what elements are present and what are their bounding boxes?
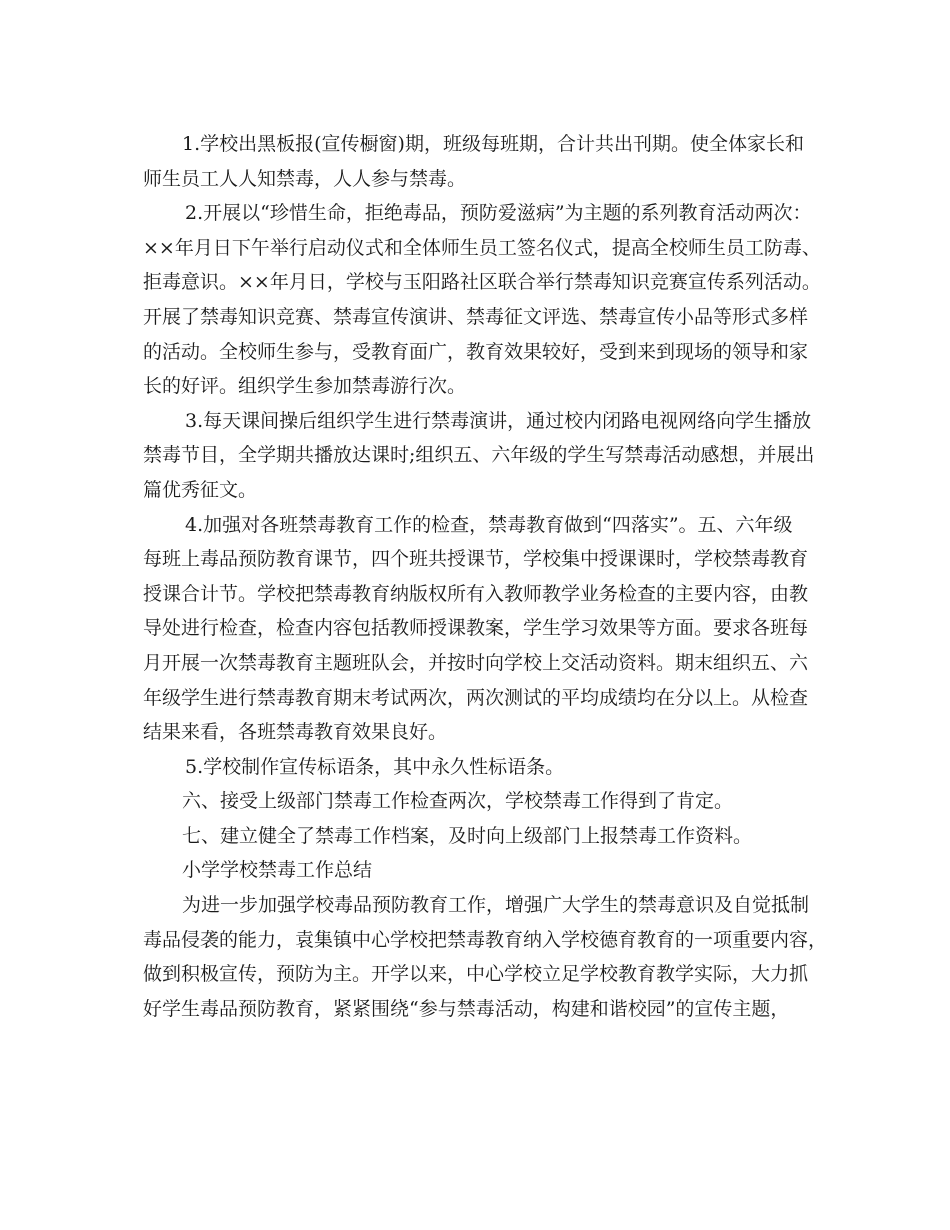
text-line: 好学生毒品预防教育，紧紧围绕“参与禁毒活动，构建和谐校园”的宣传主题， — [143, 997, 790, 1020]
text-line: 1.学校出黑板报(宣传橱窗)期，班级每班期，合计共出刊期。使全体家长和 — [182, 133, 804, 155]
text-line: 拒毒意识。××年月日，学校与玉阳路社区联合举行禁毒知识竞赛宣传系列活动。 — [143, 271, 821, 294]
text-line: 2.开展以“珍惜生命，拒绝毒品，预防爱滋病”为主题的系列教育活动两次： — [185, 202, 812, 225]
text-line: 每班上毒品预防教育课节，四个班共授课节，学校集中授课课时，学校禁毒教育 — [143, 548, 809, 571]
text-line: 师生员工人人知禁毒，人人参与禁毒。 — [143, 167, 467, 190]
text-line: 为进一步加强学校毒品预防教育工作，增强广大学生的禁毒意识及自觉抵制 — [182, 894, 810, 917]
text-line: 长的好评。组织学生参加禁毒游行次。 — [143, 375, 467, 398]
text-line: 的活动。全校师生参与，受教育面广，教育效果较好，受到来到现场的领导和家 — [143, 340, 809, 363]
text-line: 月开展一次禁毒教育主题班队会，并按时向学校上交活动资料。期末组织五、六 — [143, 651, 809, 674]
text-line: 授课合计节。学校把禁毒教育纳版权所有入教师教学业务检查的主要内容，由教 — [143, 582, 809, 605]
text-line: 年级学生进行禁毒教育期末考试两次，两次测试的平均成绩均在分以上。从检查 — [143, 686, 809, 709]
text-line: 3.每天课间操后组织学生进行禁毒演讲，通过校内闭路电视网络向学生播放 — [185, 409, 812, 432]
document-body — [143, 127, 828, 1026]
text-line: 5.学校制作宣传标语条，其中永久性标语条。 — [185, 755, 565, 778]
text-line: 做到积极宣传，预防为主。开学以来，中心学校立足学校教育教学实际，大力抓 — [143, 963, 809, 986]
text-line: 结果来看，各班禁毒教育效果良好。 — [143, 721, 448, 744]
section-heading: 小学学校禁毒工作总结 — [182, 859, 373, 882]
text-line: 4.加强对各班禁毒教育工作的检查，禁毒教育做到“四落实”。五、六年级 — [185, 513, 793, 536]
text-line: 毒品侵袭的能力，袁集镇中心学校把禁毒教育纳入学校德育教育的一项重要内容， — [143, 928, 828, 951]
text-line: 导处进行检查，检查内容包括教师授课教案，学生学习效果等方面。要求各班每 — [143, 617, 809, 640]
text-line: 六、接受上级部门禁毒工作检查两次，学校禁毒工作得到了肯定。 — [182, 790, 734, 813]
text-line: ××年月日下午举行启动仪式和全体师生员工签名仪式，提高全校师生员工防毒、 — [143, 236, 821, 259]
text-line: 七、建立健全了禁毒工作档案，及时向上级部门上报禁毒工作资料。 — [182, 824, 753, 847]
text-line: 篇优秀征文。 — [143, 478, 258, 501]
text-line: 禁毒节目，全学期共播放达课时;组织五、六年级的学生写禁毒活动感想，并展出 — [143, 444, 815, 467]
text-line: 开展了禁毒知识竞赛、禁毒宣传演讲、禁毒征文评选、禁毒宣传小品等形式多样 — [143, 305, 809, 328]
